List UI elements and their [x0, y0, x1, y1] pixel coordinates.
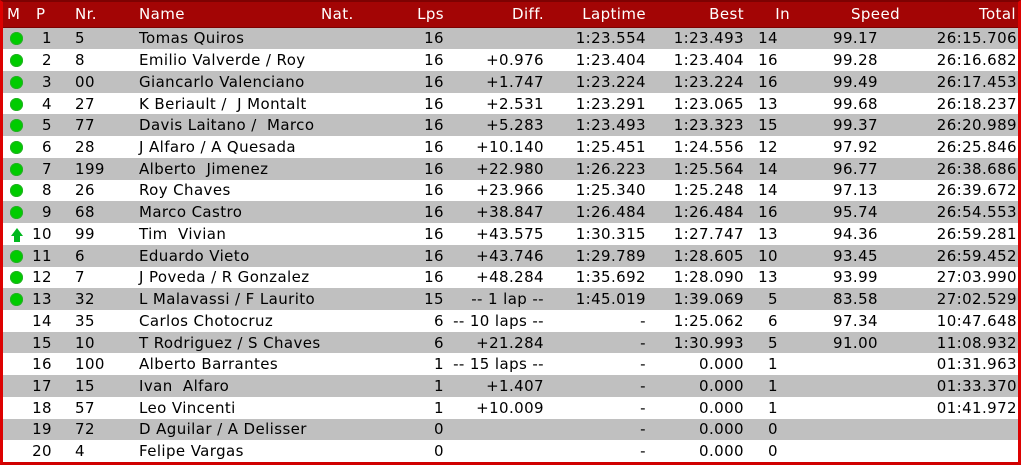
laptime-cell: -: [640, 311, 646, 330]
speed-cell: [790, 375, 902, 397]
speed-cell: 93.45: [833, 246, 878, 265]
total-cell: 26:38.686: [936, 159, 1017, 178]
laptime-cell: 1:30.315: [575, 224, 646, 243]
nr-cell: 15: [75, 376, 95, 395]
diff-cell: +0.976: [486, 51, 544, 70]
best-cell: 1:30.993: [673, 333, 744, 352]
nr-cell: 77: [75, 116, 95, 135]
total-cell: [902, 419, 1018, 441]
laptime-cell: 1:23.291: [575, 94, 646, 113]
table-row[interactable]: [3, 267, 1018, 289]
column-header-laptime: Laptime: [546, 2, 648, 27]
speed-cell: 97.34: [833, 311, 878, 330]
lps-cell: 16: [424, 94, 444, 113]
green-circle-icon: [10, 293, 23, 306]
lps-cell: 16: [424, 159, 444, 178]
laptime-cell: 1:29.789: [575, 246, 646, 265]
name-cell: Alberto Jimenez: [139, 159, 269, 178]
name-cell: Roy Chaves: [139, 181, 231, 200]
column-header-name: Name: [133, 2, 321, 27]
laptime-cell: 1:25.451: [575, 138, 646, 157]
best-cell: 0.000: [699, 376, 744, 395]
marker-cell: [3, 375, 30, 397]
table-row[interactable]: [3, 288, 1018, 310]
lps-cell: 1: [434, 376, 444, 395]
laptime-cell: -: [640, 355, 646, 374]
in-cell: 0: [768, 420, 778, 439]
in-cell: 16: [758, 203, 778, 222]
column-header-total: Total: [902, 2, 1018, 27]
name-cell: T Rodriguez / S Chaves: [139, 333, 321, 352]
marker-cell: [3, 201, 30, 223]
marker-cell: [3, 49, 30, 71]
speed-cell: 91.00: [833, 333, 878, 352]
column-header-number: Nr.: [60, 2, 133, 27]
p-cell: 18: [32, 398, 52, 417]
total-cell: 26:59.452: [936, 246, 1017, 265]
nr-cell: 4: [75, 442, 85, 461]
nr-cell: 28: [75, 138, 95, 157]
diff-cell: +2.531: [486, 94, 544, 113]
table-row[interactable]: [3, 419, 1018, 441]
speed-cell: 97.92: [833, 138, 878, 157]
best-cell: 1:23.065: [673, 94, 744, 113]
p-cell: 2: [42, 51, 52, 70]
laptime-cell: 1:25.340: [575, 181, 646, 200]
name-cell: Tim Vivian: [139, 224, 227, 243]
nat-cell: [321, 223, 401, 245]
best-cell: 1:23.493: [673, 29, 744, 48]
diff-cell: [446, 27, 546, 49]
green-circle-icon: [10, 250, 23, 263]
nat-cell: [321, 245, 401, 267]
results-table: [3, 2, 1018, 462]
best-cell: 0.000: [699, 355, 744, 374]
p-cell: 13: [32, 290, 52, 309]
nr-cell: 10: [75, 333, 95, 352]
marker-cell: [3, 136, 30, 158]
table-row[interactable]: [3, 180, 1018, 202]
p-cell: 9: [42, 203, 52, 222]
laptime-cell: 1:23.404: [575, 51, 646, 70]
lps-cell: 6: [434, 311, 444, 330]
table-row[interactable]: [3, 310, 1018, 332]
marker-cell: [3, 93, 30, 115]
best-cell: 0.000: [699, 420, 744, 439]
name-cell: Felipe Vargas: [139, 442, 244, 461]
best-cell: 1:25.248: [673, 181, 744, 200]
diff-cell: +1.407: [486, 376, 544, 395]
p-cell: 14: [32, 311, 52, 330]
column-header-position: P: [30, 2, 60, 27]
total-cell: 26:59.281: [936, 224, 1017, 243]
name-cell: K Beriault / J Montalt: [139, 94, 307, 113]
speed-cell: 99.49: [833, 72, 878, 91]
name-cell: Marco Castro: [139, 203, 243, 222]
nat-cell: [321, 201, 401, 223]
best-cell: 0.000: [699, 442, 744, 461]
in-cell: 13: [758, 268, 778, 287]
lps-cell: 16: [424, 224, 444, 243]
best-cell: 1:28.090: [673, 268, 744, 287]
total-cell: 01:31.963: [936, 355, 1017, 374]
table-row[interactable]: [3, 114, 1018, 136]
nr-cell: 68: [75, 203, 95, 222]
laptime-cell: -: [640, 420, 646, 439]
speed-cell: 93.99: [833, 268, 878, 287]
nat-cell: [321, 267, 401, 289]
diff-cell: +5.283: [486, 116, 544, 135]
total-cell: [902, 440, 1018, 462]
diff-cell: +22.980: [476, 159, 544, 178]
laptime-cell: 1:23.554: [575, 29, 646, 48]
nat-cell: [321, 49, 401, 71]
marker-cell: [3, 267, 30, 289]
in-cell: 1: [768, 398, 778, 417]
nr-cell: 199: [75, 159, 105, 178]
name-cell: Emilio Valverde / Roy: [139, 51, 306, 70]
p-cell: 19: [32, 420, 52, 439]
in-cell: 15: [758, 116, 778, 135]
nr-cell: 5: [75, 29, 85, 48]
green-circle-icon: [10, 271, 23, 284]
lps-cell: 16: [424, 203, 444, 222]
nat-cell: [321, 288, 401, 310]
in-cell: 1: [768, 376, 778, 395]
table-row[interactable]: [3, 223, 1018, 245]
lps-cell: 16: [424, 246, 444, 265]
total-cell: 11:08.932: [936, 333, 1017, 352]
column-header-diff: Diff.: [446, 2, 546, 27]
speed-cell: [790, 353, 902, 375]
name-cell: J Poveda / R Gonzalez: [139, 268, 310, 287]
nat-cell: [321, 71, 401, 93]
total-cell: 26:18.237: [936, 94, 1017, 113]
column-header-in: In: [746, 2, 790, 27]
nat-cell: [321, 375, 401, 397]
total-cell: 26:39.672: [936, 181, 1017, 200]
table-row[interactable]: [3, 93, 1018, 115]
marker-cell: [3, 71, 30, 93]
lps-cell: 1: [434, 398, 444, 417]
lps-cell: 16: [424, 51, 444, 70]
nat-cell: [321, 180, 401, 202]
speed-cell: 99.37: [833, 116, 878, 135]
table-row[interactable]: [3, 201, 1018, 223]
speed-cell: 99.17: [833, 29, 878, 48]
diff-cell: [446, 419, 546, 441]
best-cell: 1:23.404: [673, 51, 744, 70]
diff-cell: -- 15 laps --: [453, 355, 544, 374]
name-cell: Giancarlo Valenciano: [139, 72, 305, 91]
name-cell: Davis Laitano / Marco: [139, 116, 315, 135]
nr-cell: 7: [75, 268, 85, 287]
table-row[interactable]: [3, 27, 1018, 49]
p-cell: 5: [42, 116, 52, 135]
name-cell: Eduardo Vieto: [139, 246, 250, 265]
green-up-arrow-icon: [11, 228, 23, 236]
p-cell: 3: [42, 72, 52, 91]
p-cell: 15: [32, 333, 52, 352]
nat-cell: [321, 114, 401, 136]
nr-cell: 32: [75, 290, 95, 309]
speed-cell: 96.77: [833, 159, 878, 178]
p-cell: 12: [32, 268, 52, 287]
marker-cell: [3, 353, 30, 375]
speed-cell: [790, 440, 902, 462]
laptime-cell: 1:26.484: [575, 203, 646, 222]
diff-cell: +43.575: [476, 224, 544, 243]
laptime-cell: -: [640, 376, 646, 395]
best-cell: 0.000: [699, 398, 744, 417]
marker-cell: [3, 440, 30, 462]
laptime-cell: 1:35.692: [575, 268, 646, 287]
name-cell: Tomas Quiros: [139, 29, 245, 48]
name-cell: D Aguilar / A Delisser: [139, 420, 307, 439]
total-cell: 26:15.706: [936, 29, 1017, 48]
lps-cell: 16: [424, 181, 444, 200]
green-circle-icon: [10, 98, 23, 111]
p-cell: 10: [32, 224, 52, 243]
lps-cell: 0: [434, 442, 444, 461]
green-circle-icon: [10, 119, 23, 132]
nat-cell: [321, 397, 401, 419]
results-tbody: [3, 27, 1018, 462]
nr-cell: 72: [75, 420, 95, 439]
lps-cell: 15: [424, 290, 444, 309]
in-cell: 13: [758, 224, 778, 243]
lps-cell: 0: [434, 420, 444, 439]
name-cell: J Alfaro / A Quesada: [139, 138, 296, 157]
p-cell: 17: [32, 376, 52, 395]
column-header-best: Best: [648, 2, 746, 27]
in-cell: 16: [758, 72, 778, 91]
diff-cell: +21.284: [476, 333, 544, 352]
name-cell: Carlos Chotocruz: [139, 311, 274, 330]
marker-cell: [3, 27, 30, 49]
table-row[interactable]: [3, 332, 1018, 354]
best-cell: 1:39.069: [673, 290, 744, 309]
laptime-cell: 1:45.019: [575, 290, 646, 309]
total-cell: 26:20.989: [936, 116, 1017, 135]
column-header-laps: Lps: [401, 2, 446, 27]
laptime-cell: 1:23.493: [575, 116, 646, 135]
in-cell: 1: [768, 355, 778, 374]
lps-cell: 16: [424, 268, 444, 287]
in-cell: 10: [758, 246, 778, 265]
lps-cell: 16: [424, 29, 444, 48]
lps-cell: 16: [424, 72, 444, 91]
laptime-cell: -: [640, 333, 646, 352]
name-cell: Ivan Alfaro: [139, 376, 230, 395]
speed-cell: 99.28: [833, 51, 878, 70]
name-cell: L Malavassi / F Laurito: [139, 290, 316, 309]
laptime-cell: 1:26.223: [575, 159, 646, 178]
green-circle-icon: [10, 141, 23, 154]
diff-cell: +38.847: [476, 203, 544, 222]
table-row[interactable]: [3, 71, 1018, 93]
total-cell: 26:54.553: [936, 203, 1017, 222]
marker-cell: [3, 180, 30, 202]
nr-cell: 26: [75, 181, 95, 200]
nr-cell: 8: [75, 51, 85, 70]
diff-cell: +48.284: [476, 268, 544, 287]
total-cell: 01:33.370: [936, 376, 1017, 395]
nat-cell: [321, 310, 401, 332]
nr-cell: 6: [75, 246, 85, 265]
marker-cell: [3, 397, 30, 419]
nat-cell: [321, 136, 401, 158]
marker-cell: [3, 332, 30, 354]
lps-cell: 6: [434, 333, 444, 352]
in-cell: 14: [758, 181, 778, 200]
marker-cell: [3, 223, 30, 245]
nr-cell: 100: [75, 355, 105, 374]
diff-cell: -- 1 lap --: [471, 290, 544, 309]
best-cell: 1:25.564: [673, 159, 744, 178]
diff-cell: +23.966: [476, 181, 544, 200]
total-cell: 26:25.846: [936, 138, 1017, 157]
header-row: [3, 2, 1018, 27]
best-cell: 1:26.484: [673, 203, 744, 222]
total-cell: 26:17.453: [936, 72, 1017, 91]
in-cell: 5: [768, 333, 778, 352]
column-header-speed: Speed: [790, 2, 902, 27]
speed-cell: [790, 419, 902, 441]
marker-cell: [3, 114, 30, 136]
table-row[interactable]: [3, 49, 1018, 71]
diff-cell: +1.747: [486, 72, 544, 91]
total-cell: 27:02.529: [936, 290, 1017, 309]
diff-cell: [446, 440, 546, 462]
name-cell: Alberto Barrantes: [139, 355, 279, 374]
p-cell: 6: [42, 138, 52, 157]
in-cell: 6: [768, 311, 778, 330]
p-cell: 16: [32, 355, 52, 374]
lps-cell: 1: [434, 355, 444, 374]
speed-cell: 99.68: [833, 94, 878, 113]
diff-cell: +10.140: [476, 138, 544, 157]
marker-cell: [3, 245, 30, 267]
in-cell: 0: [768, 442, 778, 461]
green-circle-icon: [10, 163, 23, 176]
nr-cell: 35: [75, 311, 95, 330]
best-cell: 1:24.556: [673, 138, 744, 157]
table-row[interactable]: [3, 397, 1018, 419]
table-row[interactable]: [3, 375, 1018, 397]
green-circle-icon: [10, 54, 23, 67]
in-cell: 13: [758, 94, 778, 113]
nat-cell: [321, 332, 401, 354]
total-cell: 27:03.990: [936, 268, 1017, 287]
total-cell: 10:47.648: [936, 311, 1017, 330]
table-row[interactable]: [3, 353, 1018, 375]
table-row[interactable]: [3, 440, 1018, 462]
marker-cell: [3, 158, 30, 180]
p-cell: 4: [42, 94, 52, 113]
p-cell: 1: [42, 29, 52, 48]
in-cell: 16: [758, 51, 778, 70]
speed-cell: [790, 397, 902, 419]
p-cell: 11: [32, 246, 52, 265]
total-cell: 01:41.972: [936, 398, 1017, 417]
nat-cell: [321, 353, 401, 375]
best-cell: 1:28.605: [673, 246, 744, 265]
in-cell: 12: [758, 138, 778, 157]
nr-cell: 57: [75, 398, 95, 417]
diff-cell: -- 10 laps --: [453, 311, 544, 330]
nr-cell: 99: [75, 224, 95, 243]
p-cell: 7: [42, 159, 52, 178]
nat-cell: [321, 93, 401, 115]
green-circle-icon: [10, 206, 23, 219]
column-header-marker: M: [3, 2, 30, 27]
laptime-cell: 1:23.224: [575, 72, 646, 91]
total-cell: 26:16.682: [936, 51, 1017, 70]
nr-cell: 00: [75, 72, 95, 91]
table-row[interactable]: [3, 158, 1018, 180]
green-circle-icon: [10, 32, 23, 45]
marker-cell: [3, 310, 30, 332]
column-header-nation: Nat.: [321, 2, 401, 27]
in-cell: 14: [758, 29, 778, 48]
nat-cell: [321, 440, 401, 462]
in-cell: 14: [758, 159, 778, 178]
table-row[interactable]: [3, 245, 1018, 267]
speed-cell: 94.36: [833, 224, 878, 243]
marker-cell: [3, 419, 30, 441]
lps-cell: 16: [424, 138, 444, 157]
diff-cell: +43.746: [476, 246, 544, 265]
nr-cell: 27: [75, 94, 95, 113]
in-cell: 5: [768, 290, 778, 309]
table-row[interactable]: [3, 136, 1018, 158]
nat-cell: [321, 27, 401, 49]
green-circle-icon: [10, 184, 23, 197]
best-cell: 1:25.062: [673, 311, 744, 330]
best-cell: 1:23.323: [673, 116, 744, 135]
green-circle-icon: [10, 76, 23, 89]
best-cell: 1:27.747: [673, 224, 744, 243]
speed-cell: 95.74: [833, 203, 878, 222]
nat-cell: [321, 419, 401, 441]
p-cell: 20: [32, 442, 52, 461]
laptime-cell: -: [640, 398, 646, 417]
speed-cell: 83.58: [833, 290, 878, 309]
marker-cell: [3, 288, 30, 310]
nat-cell: [321, 158, 401, 180]
p-cell: 8: [42, 181, 52, 200]
name-cell: Leo Vincenti: [139, 398, 236, 417]
best-cell: 1:23.224: [673, 72, 744, 91]
lps-cell: 16: [424, 116, 444, 135]
diff-cell: +10.009: [476, 398, 544, 417]
speed-cell: 97.13: [833, 181, 878, 200]
laptime-cell: -: [640, 442, 646, 461]
